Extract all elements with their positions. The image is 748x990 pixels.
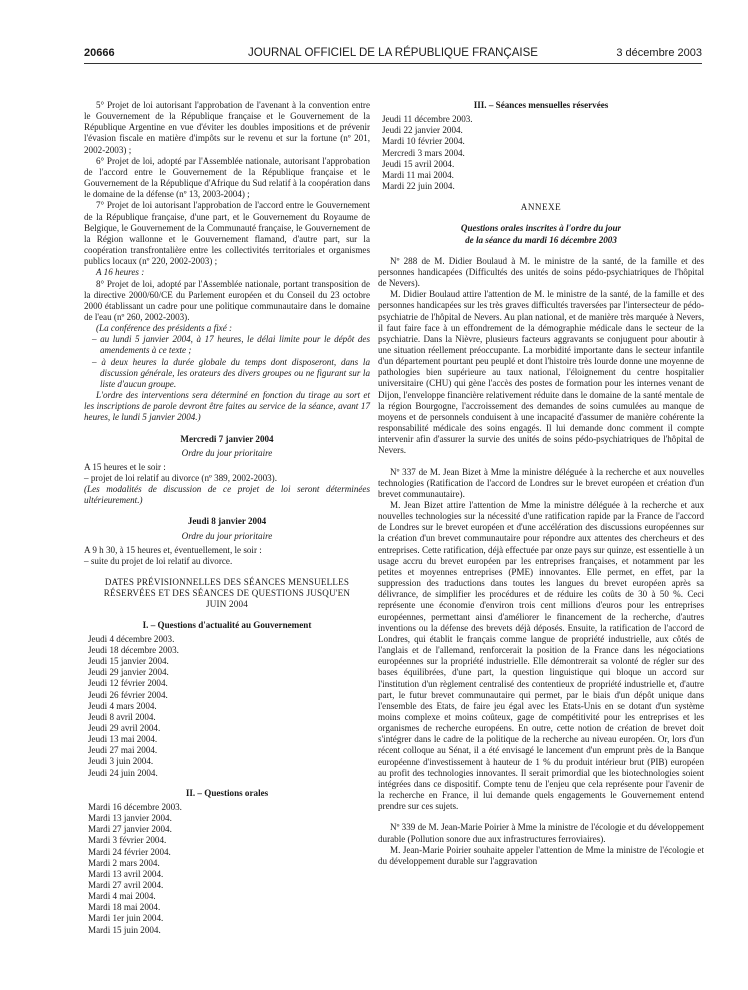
date-item: Jeudi 22 janvier 2004. [382, 125, 463, 136]
date-item: Mardi 10 février 2004. [382, 136, 465, 147]
left-column [84, 100, 370, 936]
thursday-subtitle: Ordre du jour prioritaire [181, 530, 273, 541]
conference-deadline: – au lundi 5 janvier 2004, à 17 heures, le délai limite pour le dépôt des amendements à ce texte ; [92, 334, 370, 356]
question-339-heading: Nº 339 de M. Jean-Marie Poirier à Mme la ministre de l'écologie et du développement durable (Pollution sonore due aux infrastructures ferroviaires). [378, 822, 704, 844]
conference-duration: – à deux heures la durée globale du temps dont disposeront, dans la discussion générale, les orateurs des divers groupes ou ne figurant sur la liste d'aucun groupe. [92, 356, 370, 389]
agenda-item-5: 5° Projet de loi autorisant l'approbation de l'avenant à la convention entre le Gouvernement de la République française et le Gouvernement de la République Argentine en vue d'éviter les doubles impositions et de prévenir l'évasion fiscale en matière d'impôts sur le revenu et sur la fortune (nº 201, 2002-2003) ; [84, 100, 370, 155]
date-item: Mardi 3 février 2004. [88, 835, 167, 846]
date-item: Jeudi 18 décembre 2003. [88, 644, 179, 655]
wednesday-note: (Les modalités de discussion de ce projet de loi seront déterminées ultérieurement.) [84, 484, 370, 506]
dates-title: DATES PRÉVISIONNELLES DES SÉANCES MENSUELLES RÉSERVÉES ET DES SÉANCES DE QUESTIONS JUSQU'EN JUIN 2004 [103, 577, 351, 610]
date-item: Jeudi 15 avril 2004. [382, 158, 455, 169]
date-item: Jeudi 15 janvier 2004. [88, 656, 169, 667]
date-item: Jeudi 12 février 2004. [88, 678, 168, 689]
date-item: Jeudi 11 décembre 2003. [382, 114, 473, 125]
date-item: Mardi 2 mars 2004. [88, 857, 160, 868]
section-3-title: III. – Séances mensuelles réservées [473, 100, 609, 110]
conference-intro: (La conférence des présidents a fixé : [96, 323, 233, 334]
date-item: Jeudi 29 janvier 2004. [88, 667, 169, 678]
date-item: Mardi 13 janvier 2004. [88, 813, 172, 824]
date-item: Jeudi 4 décembre 2003. [88, 633, 175, 644]
section-2-title: II. – Questions orales [185, 787, 269, 798]
issue-date: 3 décembre 2003 [616, 47, 702, 59]
question-288-body: M. Didier Boulaud attire l'attention de M. le ministre de la santé, de la famille et des personnes handicapées sur les très graves difficultés traversées par l'intersecteur de pédo-psychiatrie de l'hôpital de Nevers. Au plan national, et de manière très marquée à Nevers, il faut faire face à un effondrement de la démographie médicale dans le secteur de la psychiatrie. Dans la Nièvre, plusieurs facteurs aggravants se conjuguent pour aboutir à une situation réellement préoccupante. La morbidité importante dans le secteur infantile d'un département pourtant peu peuplé et dont l'histoire très lourde donne une moyenne de pathologies bien supérieure au taux national, l'éloignement du centre hospitalier universitaire (CHU) qui gène l'accès des postes de formation pour les internes venant de Dijon, l'enveloppe financière relativement réduite dans le domaine de la santé mentale de la région Bourgogne, l'accroissement des demandes de soins cumulées au manque de moyens et de personnels conduisent à une incapacité d'assumer de manière cohérente la responsabilité médicale des soins engagés. Il lui demande donc comment il compte intervenir afin d'assurer la survie des unités de soins pédo-psychiatriques de l'hôpital de Nevers. [378, 289, 704, 456]
date-item: Mardi 27 janvier 2004. [88, 824, 172, 835]
date-item: Jeudi 3 juin 2004. [88, 756, 154, 767]
date-item: Mardi 16 décembre 2003. [88, 801, 182, 812]
date-item: Mardi 4 mai 2004. [88, 891, 156, 902]
page-number: 20666 [84, 47, 115, 59]
section-1-title: I. – Questions d'actualité au Gouvernement [142, 619, 312, 630]
question-288-heading: Nº 288 de M. Didier Boulaud à M. le ministre de la santé, de la famille et des personnes handicapées (Difficultés des unités de soins pédo-psychiatriques de l'hôpital de Nevers). [378, 255, 704, 289]
date-item: Jeudi 26 février 2004. [88, 689, 168, 700]
annexe-heading: ANNEXE [520, 202, 562, 213]
section-3-dates [378, 114, 704, 192]
date-item: Mardi 1er juin 2004. [88, 913, 164, 924]
question-337-heading: Nº 337 de M. Jean Bizet à Mme la ministre déléguée à la recherche et aux nouvelles technologies (Ratification de l'accord de Londres sur le brevet européen et création d'un brevet communautaire). [378, 466, 704, 499]
thursday-time: A 9 h 30, à 15 heures et, éventuellement, le soir : [84, 544, 262, 555]
journal-title: JOURNAL OFFICIEL DE LA RÉPUBLIQUE FRANÇAISE [248, 47, 538, 59]
conference-order: L'ordre des interventions sera déterminé en fonction du tirage au sort et les inscriptions de parole devront être faites au service de la séance, avant 17 heures, le lundi 5 janvier 2004.) [84, 390, 370, 423]
section-1-dates [84, 634, 370, 779]
thursday-item: – suite du projet de loi relatif au divorce. [84, 555, 233, 566]
date-item: Mardi 22 juin 2004. [382, 181, 455, 192]
page-header [84, 47, 702, 63]
wednesday-title: Mercredi 7 janvier 2004 [180, 433, 274, 444]
date-item: Jeudi 24 juin 2004. [88, 767, 158, 778]
questions-title-line-2: de la séance du mardi 16 décembre 2003 [465, 234, 617, 245]
agenda-item-6: 6° Projet de loi, adopté par l'Assemblée nationale, autorisant l'approbation de l'accord entre le Gouvernement de la République française et le Gouvernement de la République d'Afrique du Sud relatif à la coopération dans le domaine de la défense (nº 13, 2003-2004) ; [84, 155, 370, 200]
date-item: Jeudi 8 avril 2004. [88, 711, 156, 722]
date-item: Mardi 27 avril 2004. [88, 880, 164, 890]
date-item: Mardi 13 avril 2004. [88, 868, 164, 879]
date-item: Jeudi 4 mars 2004. [88, 700, 157, 711]
date-item: Mardi 11 mai 2004. [382, 169, 454, 180]
date-item: Mardi 15 juin 2004. [88, 924, 161, 935]
date-item: Mardi 24 février 2004. [88, 846, 171, 857]
wednesday-item: – projet de loi relatif au divorce (nº 389, 2002-2003). [84, 473, 277, 483]
right-column [366, 100, 704, 867]
section-2-dates [84, 802, 370, 936]
agenda-item-7: 7° Projet de loi autorisant l'approbation de l'accord entre le Gouvernement de la République française, d'une part, et le Gouvernement du Royaume de Belgique, le Gouvernement de la Communauté française, le Gouvernement de la Région wallonne et le Gouvernement flamand, d'autre part, sur la coopération transfrontalière entre les collectivités territoriales et organismes publics locaux (nº 220, 2002-2003) ; [84, 200, 370, 267]
thursday-title: Jeudi 8 janvier 2004 [187, 516, 267, 527]
time-16h: A 16 heures : [96, 267, 145, 278]
date-item: Mardi 18 mai 2004. [88, 902, 161, 913]
date-item: Jeudi 29 avril 2004. [88, 722, 161, 733]
questions-title-line-1: Questions orales inscrites à l'ordre du jour [460, 223, 622, 234]
date-item: Jeudi 27 mai 2004. [88, 745, 158, 756]
question-339-body: M. Jean-Marie Poirier souhaite appeler l'attention de Mme la ministre de l'écologie et du développement durable sur l'aggravation [378, 844, 704, 866]
wednesday-time: A 15 heures et le soir : [84, 461, 166, 472]
date-item: Jeudi 13 mai 2004. [88, 734, 158, 745]
agenda-item-8: 8° Projet de loi, adopté par l'Assemblée nationale, portant transposition de la directive 2000/60/CE du Parlement européen et du Conseil du 23 octobre 2000 établissant un cadre pour une politique communautaire dans le domaine de l'eau (nº 260, 2002-2003). [84, 278, 370, 322]
date-item: Mercredi 3 mars 2004. [382, 147, 465, 158]
wednesday-subtitle: Ordre du jour prioritaire [181, 447, 273, 458]
question-337-body: M. Jean Bizet attire l'attention de Mme la ministre déléguée à la recherche et aux nouvelles technologies sur la nécessité d'une ratification rapide par la France de l'accord de Londres sur le brevet européen et d'une accélération des discussions européennes sur la création d'un brevet communautaire pour répondre aux attentes des chercheurs et des entreprises. Cette ratification, déjà effectuée par onze pays sur quinze, est essentielle à un usage accru du brevet européen par les entreprises françaises, et notamment par les petites et moyennes entreprises (PME) innovantes. Elle permet, en effet, par la suppression des traductions dans toutes les langues du brevet européen après sa délivrance, de simplifier les procédures et de réduire les coûts de 30 à 50 %. Ceci représente une économie d'environ trois cent millions d'euros pour les entreprises européennes, permettant ainsi d'améliorer le financement de la recherche, d'autres inventions ou la défense des brevets déjà déposés. Ensuite, la ratification de l'accord de Londres, qui établit le français comme langue de propriété industrielle, aux côtés de l'anglais et de l'allemand, renforcerait la position de la France dans les négociations européennes sur la propriété industrielle. Elle démontrerait sa volonté de régler sur des bases équilibrées, d'une part, la question linguistique qui bloque un accord sur l'institution d'un règlement centralisé des contentieux de propriété industrielle et, d'autre part, le futur brevet communautaire qui permet, par le biais d'un dépôt unique dans l'ensemble des Etats, de faire jeu égal avec les Etats-Unis en se dotant d'un système moins complexe et moins coûteux, gage de compétitivité pour les entreprises et les organismes de recherche européens. En outre, cette notion de création de brevet doit s'intégrer dans le cadre de la politique de la recherche au niveau européen. Or, lors d'un récent colloque au Sénat, il a été envisagé le lancement d'un emprunt près de la Banque européenne d'investissement à hauteur de 1 % du produit intérieur brut (PIB) européen au profit des technologies innovantes. Il serait primordial que les biotechnologies soient intégrées dans ce dispositif. Compte tenu de l'enjeu que cela représente pour l'avenir de la recherche en France, il lui demande quels engagements le Gouvernement entend prendre sur ces sujets. [378, 500, 704, 812]
header-rule [84, 63, 702, 64]
